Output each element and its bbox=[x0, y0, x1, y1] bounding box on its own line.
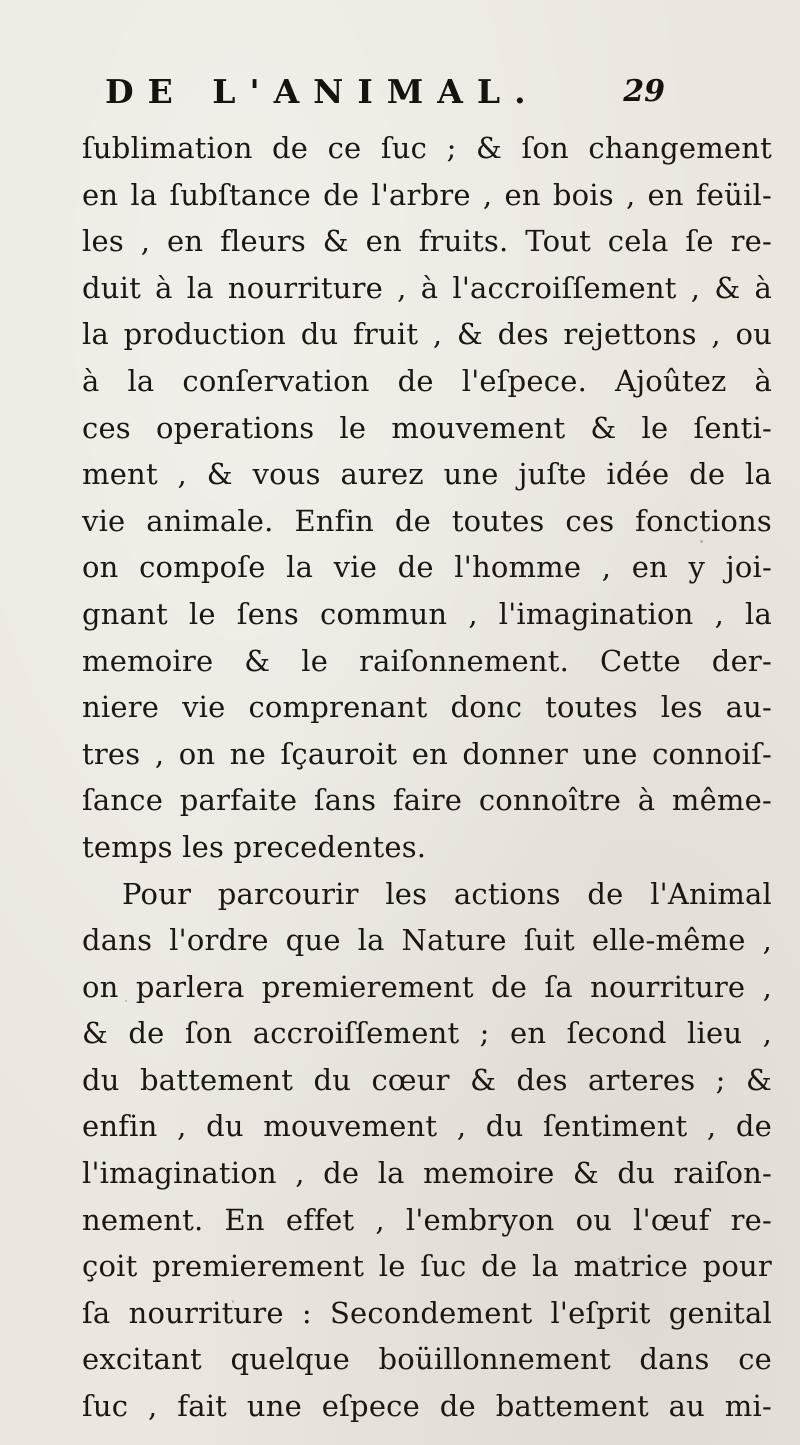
text-line: en la ſubſtance de l'arbre , en bois , en feüil- bbox=[82, 177, 772, 212]
text-line: on parlera premierement de ſa nourriture , bbox=[82, 969, 772, 1004]
text-line: on compoſe la vie de l'homme , en y joi- bbox=[82, 550, 772, 585]
text-line: ſance parfaite ſans faire connoître à même- bbox=[82, 783, 772, 818]
text-line: tres , on ne ſçauroit en donner une connoiſ- bbox=[82, 736, 772, 771]
paper-speck bbox=[618, 1258, 620, 1260]
text-line: excitant quelque boüillonnement dans ce bbox=[82, 1342, 772, 1377]
paragraph-first-line: Pour parcourir les actions de l'Animal bbox=[122, 876, 772, 911]
running-title: DE L'ANIMAL. bbox=[105, 72, 540, 111]
text-line: temps les precedentes. bbox=[82, 829, 427, 864]
text-line: niere vie comprenant donc toutes les au- bbox=[82, 690, 772, 725]
text-line: memoire & le raiſonnement. Cette der- bbox=[82, 643, 772, 678]
text-line: l'imagination , de la memoire & du raiſon- bbox=[82, 1156, 772, 1191]
text-line: nement. En effet , l'embryon ou l'œuf re- bbox=[82, 1202, 772, 1237]
running-header bbox=[105, 72, 665, 118]
text-line: gnant le ſens commun , l'imagination , la bbox=[82, 596, 772, 631]
text-line: ſublimation de ce ſuc ; & ſon changement bbox=[82, 131, 772, 165]
text-line: ment , & vous aurez une juſte idée de la bbox=[82, 457, 772, 492]
text-line: à la conſervation de l'eſpece. Ajoûtez à bbox=[82, 363, 772, 398]
text-line: ſuc , fait une eſpece de battement au mi- bbox=[82, 1389, 772, 1424]
text-line: ſa nourriture : Secondement l'eſprit genital bbox=[82, 1295, 772, 1330]
text-line: duit à la nourriture , à l'accroiſſement , & à bbox=[82, 270, 772, 305]
text-line: & de ſon accroiſſement ; en ſecond lieu , bbox=[82, 1016, 772, 1051]
paper-speck bbox=[560, 1410, 563, 1412]
text-line: vie animale. Enfin de toutes ces fonctions bbox=[82, 503, 772, 538]
text-line: du battement du cœur & des arteres ; & bbox=[82, 1062, 772, 1097]
text-line: les , en fleurs & en fruits. Tout cela ſe re- bbox=[82, 224, 772, 259]
text-line: ces operations le mouvement & le ſenti- bbox=[82, 410, 772, 445]
paper-speck bbox=[700, 540, 703, 543]
text-line: la production du fruit , & des rejettons , ou bbox=[82, 317, 772, 352]
paper-speck bbox=[125, 1000, 127, 1002]
text-line: çoit premierement le ſuc de la matrice pour bbox=[82, 1249, 772, 1284]
body-text bbox=[82, 125, 772, 1430]
text-line: enfin , du mouvement , du ſentiment , de bbox=[82, 1109, 772, 1144]
paper-speck bbox=[232, 1300, 234, 1303]
text-line: dans l'ordre que la Nature ſuit elle-même , bbox=[82, 923, 772, 958]
page-number: 29 bbox=[623, 74, 665, 109]
